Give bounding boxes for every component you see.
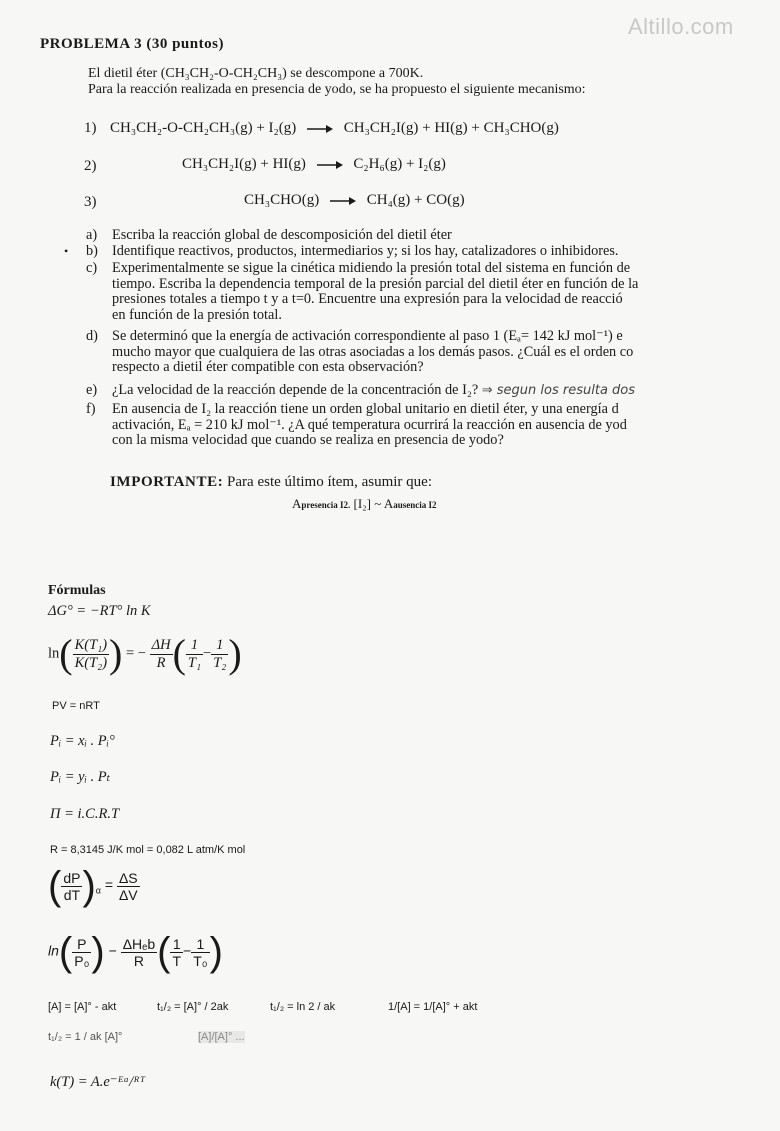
question-a bbox=[86, 228, 766, 244]
question-b bbox=[86, 244, 766, 260]
bullet-mark: • bbox=[64, 244, 69, 258]
question-label: b) bbox=[86, 244, 98, 259]
handwritten-note: ⇒ segun los resulta dos bbox=[481, 383, 636, 398]
formulas-heading: Fórmulas bbox=[48, 583, 106, 598]
important-note bbox=[110, 474, 432, 491]
step-3-equation bbox=[244, 192, 465, 209]
question-line: con la misma velocidad que cuando se realiza en presencia de yodo? bbox=[112, 432, 504, 449]
formula-half-life-zero: t₁/₂ = [A]° / 2ak bbox=[157, 1001, 229, 1013]
step-1-number: 1) bbox=[84, 120, 97, 136]
question-line: presiones totales a tiempo t y a t=0. Encuentre una expresión para la velocidad de reacció bbox=[112, 291, 623, 308]
step-3-number: 3) bbox=[84, 194, 97, 210]
question-line: Escriba la reacción global de descomposición del dietil éter bbox=[112, 228, 452, 243]
step-1-equation bbox=[110, 120, 559, 137]
question-label: c) bbox=[86, 261, 98, 276]
formula-dalton: Pᵢ = yᵢ . Pₜ bbox=[50, 769, 111, 785]
step-2-number: 2) bbox=[84, 158, 97, 174]
step-1-reactants: CH₃CH₂-O-CH₂CH₃(g) + I₂(g) bbox=[110, 120, 297, 136]
reaction-arrow-icon bbox=[306, 124, 334, 134]
question-line: Experimentalmente se sigue la cinética midiendo la presión total del sistema en función de bbox=[112, 261, 631, 276]
reaction-arrow-icon bbox=[329, 196, 357, 206]
question-line: en función de la presión total. bbox=[112, 306, 282, 323]
question-line: tiempo. Escriba la dependencia temporal de la presión parcial del dietil éter en función de la bbox=[112, 275, 639, 292]
step-2-products: C₂H₆(g) + I₂(g) bbox=[353, 156, 446, 172]
question-d bbox=[86, 329, 766, 376]
formula-clausius-clapeyron: ln( $\frac{P}{\text{P₀}}$ ) − $\frac{\text{ΔHₑb}}{R}$ ( $\frac{1}{T}$ − $\frac{1}{\text{T₀}}$ ) bbox=[48, 930, 223, 974]
reaction-arrow-icon bbox=[316, 160, 344, 170]
question-line: ¿La velocidad de la reacción depende de la concentración de I₂? bbox=[112, 383, 479, 398]
formula-half-life-second: t₁/₂ = 1 / ak [A]° bbox=[48, 1031, 123, 1043]
problem-title: PROBLEMA 3 (30 puntos) bbox=[40, 36, 224, 52]
important-text: Para este último ítem, asumir que: bbox=[223, 474, 433, 490]
assumption-equation: Apresencia I2. [I₂] ~ Aausencia I2 bbox=[292, 496, 437, 511]
question-line: activación, Eₐ = 210 kJ mol⁻¹. ¿A qué temperatura ocurrirá la reacción en ausencia de yod bbox=[112, 416, 627, 433]
formula-ideal-gas: PV = nRT bbox=[52, 700, 100, 712]
question-line: Se determinó que la energía de activación correspondiente al paso 1 (Eₐ= 142 kJ mol⁻¹) e bbox=[112, 329, 623, 344]
question-line: Identifique reactivos, productos, intermediarios y; si los hay, catalizadores o inhibidores. bbox=[112, 244, 619, 259]
step-2-reactants: CH₃CH₂I(g) + HI(g) bbox=[182, 156, 306, 172]
question-label: e) bbox=[86, 383, 98, 398]
question-e bbox=[86, 383, 766, 399]
question-line: respecto a dietil éter compatible con esta observación? bbox=[112, 359, 424, 376]
question-label: d) bbox=[86, 329, 98, 344]
formula-van-t-hoff: ln( $\frac{\text{K(T₁)}}{\text{K(T₂)}}$ ) = − $\frac{\Delta H}{R}$ ( $\frac{1}{\text{T₁}}$ − $\frac{1}{\text{T₂}}$ ) bbox=[48, 631, 242, 676]
step-3-products: CH₄(g) + CO(g) bbox=[366, 192, 465, 208]
formula-smudged: [A]/[A]° ... bbox=[198, 1031, 245, 1043]
formula-gibbs: ΔG° = −RT° ln K bbox=[48, 603, 151, 619]
question-c bbox=[86, 261, 766, 323]
step-3-reactants: CH₃CHO(g) bbox=[244, 192, 320, 208]
important-label: IMPORTANTE: bbox=[110, 474, 224, 490]
formula-osmotic: Π = i.C.R.T bbox=[50, 806, 120, 822]
question-line: En ausencia de I₂ la reacción tiene un orden global unitario en dietil éter, y una energía d bbox=[112, 402, 619, 417]
question-f bbox=[86, 402, 766, 449]
formula-zero-order: [A] = [A]° - akt bbox=[48, 1001, 117, 1013]
step-2-equation bbox=[182, 156, 446, 173]
question-label: a) bbox=[86, 228, 98, 243]
intro-line-2: Para la reacción realizada en presencia de yodo, se ha propuesto el siguiente mecanismo: bbox=[88, 82, 586, 97]
watermark-logo: Altillo.com bbox=[628, 14, 734, 39]
formula-half-life-first: t₁/₂ = ln 2 / ak bbox=[270, 1001, 336, 1013]
question-label: f) bbox=[86, 402, 96, 417]
formula-second-order: 1/[A] = 1/[A]° + akt bbox=[388, 1001, 478, 1013]
formula-arrhenius: k(T) = A.e⁻ᴱᵃ/ᴿᵀ bbox=[50, 1074, 146, 1090]
formula-R-value: R = 8,3145 J/K mol = 0,082 L atm/K mol bbox=[50, 844, 246, 856]
formula-clapeyron: ( $\frac{dP}{dT}$ )$_\alpha$ = $\frac{\Delta S}{\Delta V}$ bbox=[48, 864, 138, 908]
intro-line-1: El dietil éter (CH₃CH₂-O-CH₂CH₃) se descompone a 700K. bbox=[88, 66, 424, 81]
question-line: mucho mayor que cualquiera de las otras asociadas a los demás pasos. ¿Cuál es el orden co bbox=[112, 343, 634, 360]
formula-raoult: Pᵢ = xᵢ . Pᵢ° bbox=[50, 733, 115, 749]
step-1-products: CH₃CH₂I(g) + HI(g) + CH₃CHO(g) bbox=[343, 120, 559, 136]
